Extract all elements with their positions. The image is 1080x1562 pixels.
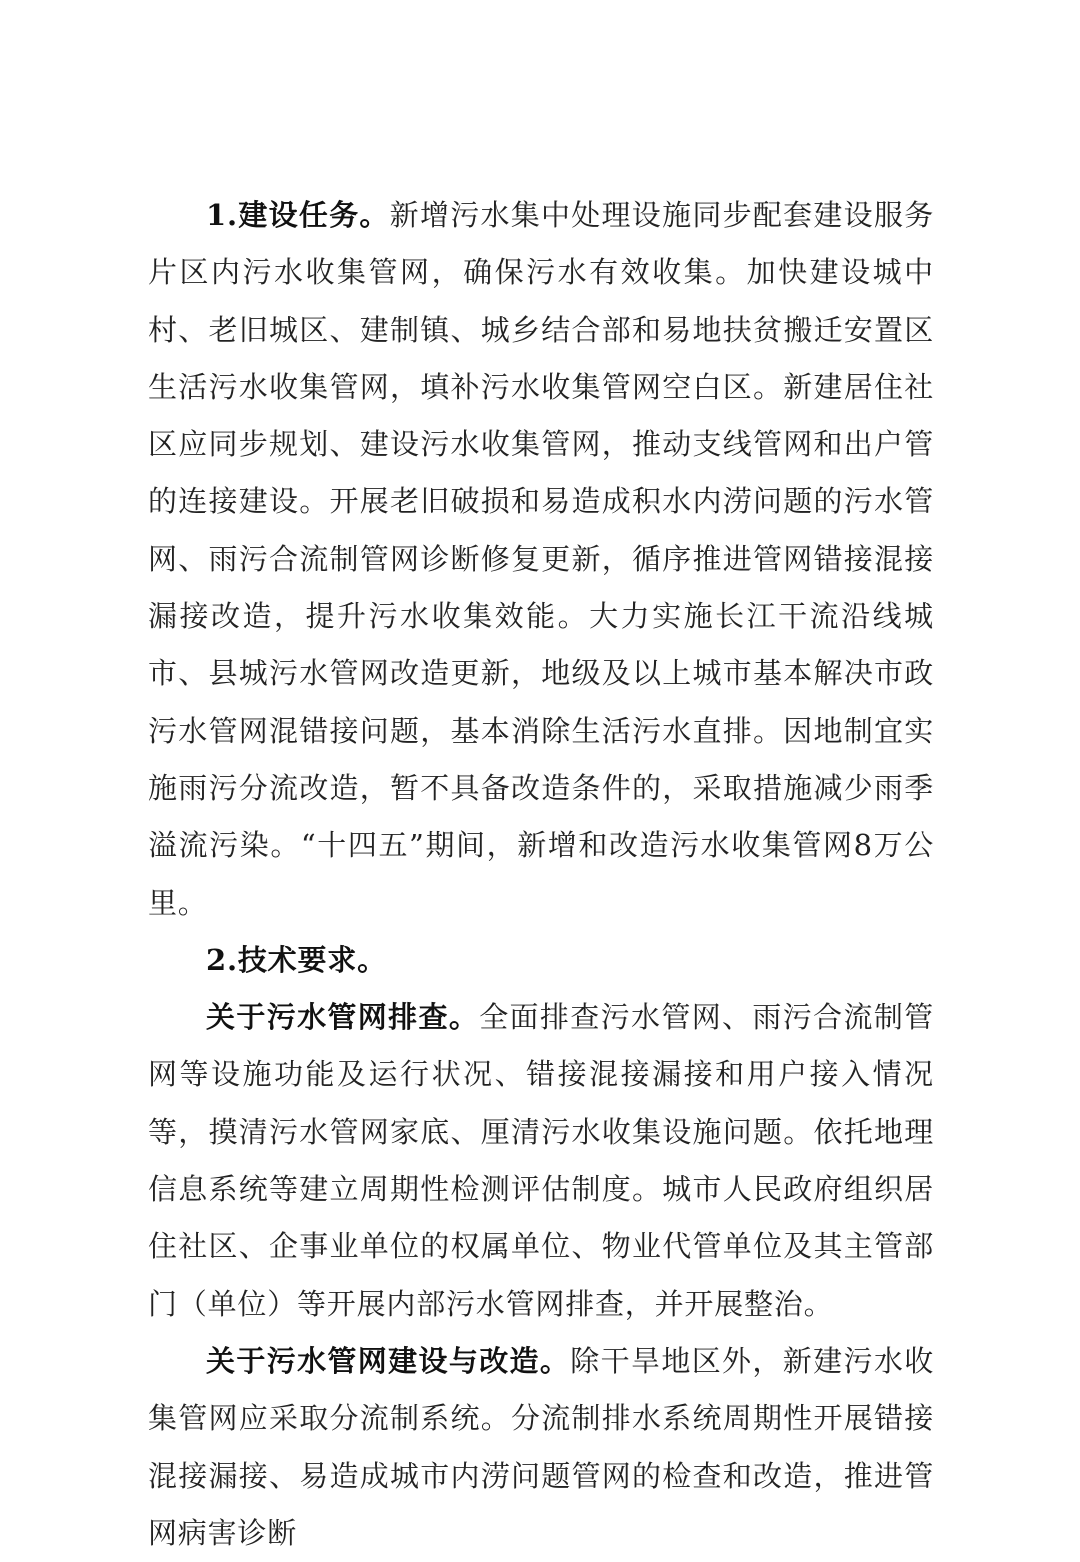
heading-network-survey: 关于污水管网排查。 bbox=[206, 1000, 480, 1035]
paragraph-technical-requirements bbox=[148, 932, 934, 989]
heading-technical-requirements: 2.技术要求。 bbox=[206, 942, 387, 977]
heading-network-construction: 关于污水管网建设与改造。 bbox=[206, 1343, 571, 1378]
document-body bbox=[148, 187, 934, 1562]
paragraph-construction-tasks bbox=[148, 187, 934, 932]
paragraph-text: 全面排查污水管网、雨污合流制管网等设施功能及运行状况、错接混接漏接和用户接入情况等，摸清污水管网家底、厘清污水收集设施问题。依托地理信息系统等建立周期性检测评估制度。城市人民政府组织居住社区、企事业单位的权属单位、物业代管单位及其主管部门（单位）等开展内部污水管网排查，并开展整治。 bbox=[148, 1000, 934, 1321]
paragraph-text: 新增污水集中处理设施同步配套建设服务片区内污水收集管网，确保污水有效收集。加快建设城中村、老旧城区、建制镇、城乡结合部和易地扶贫搬迁安置区生活污水收集管网，填补污水收集管网空白区。新建居住社区应同步规划、建设污水收集管网，推动支线管网和出户管的连接建设。开展老旧破损和易造成积水内涝问题的污水管网、雨污合流制管网诊断修复更新，循序推进管网错接混接漏接改造，提升污水收集效能。大力实施长江干流沿线城市、县城污水管网改造更新，地级及以上城市基本解决市政污水管网混错接问题，基本消除生活污水直排。因地制宜实施雨污分流改造，暂不具备改造条件的，采取措施减少雨季溢流污染。“十四五”期间，新增和改造污水收集管网8万公里。 bbox=[148, 198, 934, 920]
paragraph-network-survey bbox=[148, 989, 934, 1333]
paragraph-text: 除干旱地区外，新建污水收集管网应采取分流制系统。分流制排水系统周期性开展错接混接漏接、易造成城市内涝问题管网的检查和改造，推进管网病害诊断 bbox=[148, 1343, 934, 1550]
heading-construction-tasks: 1.建设任务。 bbox=[206, 198, 390, 232]
